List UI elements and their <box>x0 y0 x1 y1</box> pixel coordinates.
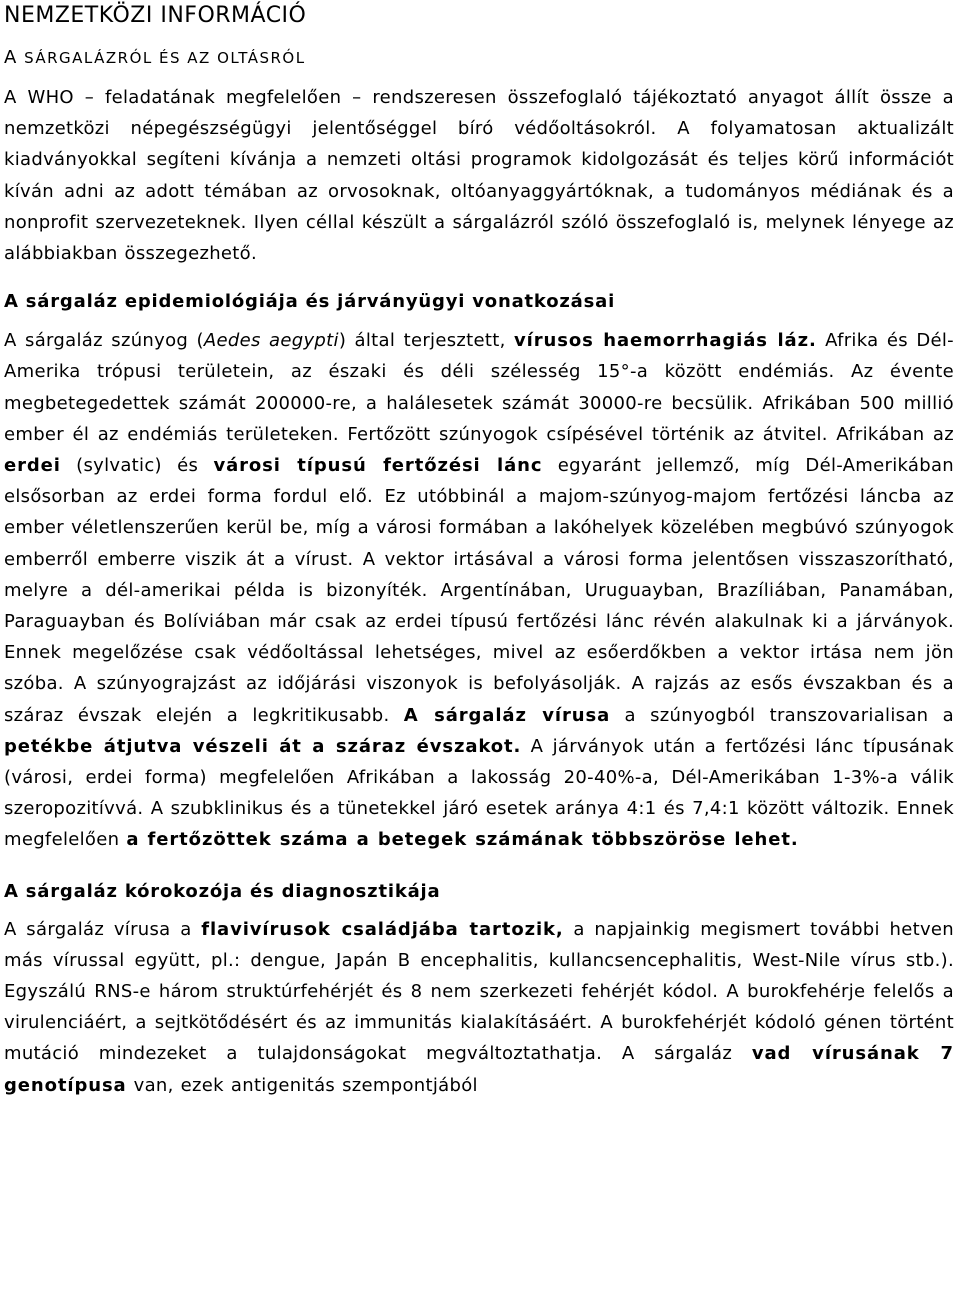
italic-species-name: Aedes aegypti <box>203 330 339 352</box>
bold-emphasis: petékbe átjutva vészeli át a száraz évszakot. <box>4 735 522 757</box>
text-run: A járványok után a fertőzési lánc típusának (városi, erdei forma) megfelelően Afrikában a lakosság 20-40%-a, Dél-Amerikában 1-3%-a válik szeropozitívvá. A szubklinikus és a tünetekkel járó esetek aránya 4:1 és 7,4:1 között változik. Ennek megfelelően <box>4 735 954 851</box>
text-run: ) által terjesztett, <box>338 330 515 352</box>
bold-emphasis: flavivírusok családjába tartozik, <box>201 918 564 940</box>
bold-emphasis: a fertőzöttek száma a betegek számának többszöröse lehet. <box>126 829 799 851</box>
text-run: A sárgaláz vírusa a <box>4 918 202 940</box>
subtitle-initial: A <box>4 47 18 68</box>
bold-emphasis: vad vírusának 7 genotípusa <box>4 1043 954 1096</box>
text-run: a napjainkig megismert további hetven más vírussal együtt, pl.: dengue, Japán B encephalitis, kullancsencephalitis, West-Nile vírus stb.). Egyszálú RNS-e három struktúrfehérjét és 8 nem szerkezeti fehérjét kódol. A burokfehérje felelős a virulenciáért, a sejtkötődésért és az immunitás kialakításáért. A burokfehérjét kódoló génen történt mutáció mindezeket a tulajdonságokat megváltoztathatja. A sárgaláz <box>4 918 954 1065</box>
section-heading-epidemiology: A sárgaláz epidemiológiája és járványügyi vonatkozásai <box>4 291 616 313</box>
bold-emphasis: erdei <box>4 455 61 477</box>
document-title: NEMZETKÖZI INFORMÁCIÓ <box>4 3 307 28</box>
bold-emphasis: vírusos haemorrhagiás láz. <box>514 330 817 352</box>
text-run: a szúnyogból transzovarialisan a <box>610 704 954 726</box>
text-run: A sárgaláz szúnyog ( <box>4 330 204 352</box>
subtitle-text: SÁRGALÁZRÓL ÉS AZ OLTÁSRÓL <box>24 49 306 67</box>
text-run: van, ezek antigenitás szempontjából <box>126 1074 478 1096</box>
text-run: (sylvatic) és <box>60 455 214 477</box>
text-run: egyaránt jellemző, míg Dél-Amerikában elsősorban az erdei forma fordul elő. Ez utóbbinál a majom-szúnyog-majom fertőzési láncba az ember véletlenszerűen kerül be, míg a városi formában a lakóhelyek közelében megbúvó szúnyogok emberről emberre viszik át a vírust. A vektor irtásával a városi forma jelentősen visszaszorítható, melyre a dél-amerikai példa is bizonyíték. Argentínában, Uruguayban, Brazíliában, Panamában, Paraguayban és Bolíviában már csak az erdei típusú fertőzési lánc révén alakulnak ki a járványok. Ennek megelőzése csak védőoltással lehetséges, mivel az esőerdőkben a vektor irtása nem jön szóba. A szúnyograjzást az időjárási viszonyok is befolyásolják. A rajzás az esős évszakban és a száraz évszak elején a legkritikusabb. <box>4 455 954 726</box>
text-run: Afrika és Dél-Amerika trópusi területein, az északi és déli szélesség 15°-a között endémiás. Az évente megbetegedettek számát 200000-re, a halálesetek számát 30000-re becsülik. Afrikában 500 millió ember él az endémiás területeken. Fertőzött szúnyogok csípésével történik az átvitel. Afrikában az <box>4 330 954 445</box>
intro-paragraph: A WHO – feladatának megfelelően – rendszeresen összefoglaló tájékoztató anyagot állít össze a nemzetközi népegészségügyi jelentőséggel bíró védőoltásokról. A folyamatosan aktualizált kiadványokkal segíteni kívánja a nemzeti oltási programok kidolgozását és teljes körű információt kíván adni az adott témában az orvosoknak, oltóanyaggyártóknak, a tudományos médiának és a nonprofit szervezeteknek. Ilyen céllal készült a sárgalázról szóló összefoglaló is, melynek lényege az alábbiakban összegezhető. <box>4 87 954 265</box>
section-heading-pathogen: A sárgaláz kórokozója és diagnosztikája <box>4 880 441 902</box>
bold-emphasis: A sárgaláz vírusa <box>403 704 611 726</box>
bold-emphasis: városi típusú fertőzési lánc <box>213 455 543 477</box>
epidemiology-paragraph <box>4 325 954 855</box>
document-subtitle <box>4 46 954 70</box>
pathogen-paragraph <box>4 914 954 1101</box>
